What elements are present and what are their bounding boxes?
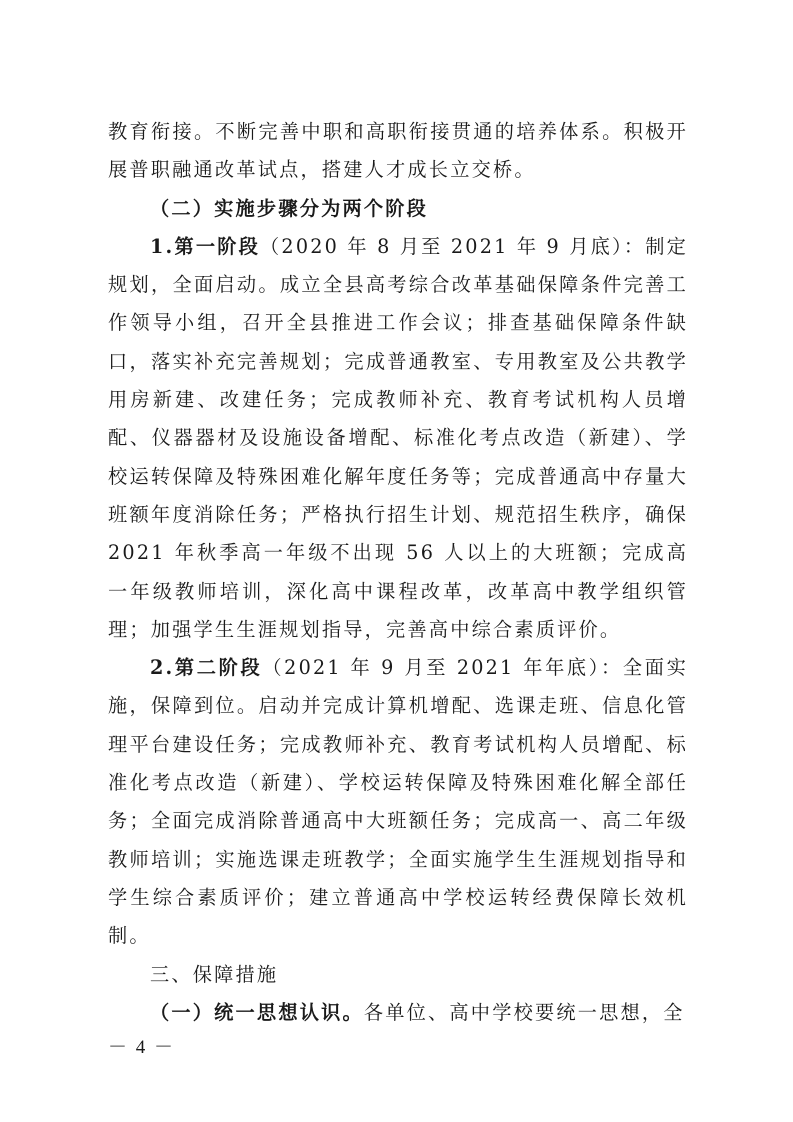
page-number: － 4 － [108, 1037, 176, 1058]
stage-1-body: 制定规划，全面启动。成立全县高考综合改革基础保障条件完善工作领导小组，召开全县推进工作会议；排查基础保障条件缺口，落实补充完善规划；完成普通教室、专用教室及公共教学用房新建、改建任务；完成教师补充、教育考试机构人员增配、仪器器材及设施设备增配、标准化考点改造（新建）、学校运转保障及特殊困难化解年度任务等；完成普通高中存量大班额年度消除任务；严格执行招生计划、规范招生秩序，确保 2021 年秋季高一年级不出现 56 人以上的大班额；完成高一年级教师培训，深化高中课程改革，改革高中教学组织管理；加强学生生涯规划指导，完善高中综合素质评价。 [108, 234, 689, 641]
stage-2-title: 2.第二阶段 [150, 656, 263, 680]
stage-1-date: （2020 年 8 月至 2021 年 9 月底）： [260, 234, 646, 258]
heading-implementation-steps: （二）实施步骤分为两个阶段 [150, 196, 429, 220]
paragraph-measure-1 [108, 994, 688, 1032]
paragraph-stage-2 [108, 649, 688, 955]
stage-2-body: 全面实施，保障到位。启动并完成计算机增配、选课走班、信息化管理平台建设任务；完成教师补充、教育考试机构人员增配、标准化考点改造（新建）、学校运转保障及特殊困难化解全部任务；全面完成消除普通高中大班额任务；完成高一、高二年级教师培训；实施选课走班教学；全面实施学生生涯规划指导和学生综合素质评价；建立普通高中学校运转经费保障长效机制。 [108, 656, 688, 948]
document-body [108, 113, 688, 1032]
paragraph-stage-1 [108, 228, 688, 649]
stage-1-title: 1.第一阶段 [150, 234, 261, 258]
paragraph-continuation: 教育衔接。不断完善中职和高职衔接贯通的培养体系。积极开展普职融通改革试点，搭建人才成长立交桥。 [108, 120, 688, 182]
measure-1-body: 各单位、高中学校要统一思想，全 [363, 1000, 685, 1024]
stage-2-date: （2021 年 9 月至 2021 年年底）： [262, 656, 623, 680]
measure-1-title: （一）统一思想认识。 [150, 1000, 364, 1024]
heading-safeguard-measures: 三、保障措施 [150, 962, 279, 986]
